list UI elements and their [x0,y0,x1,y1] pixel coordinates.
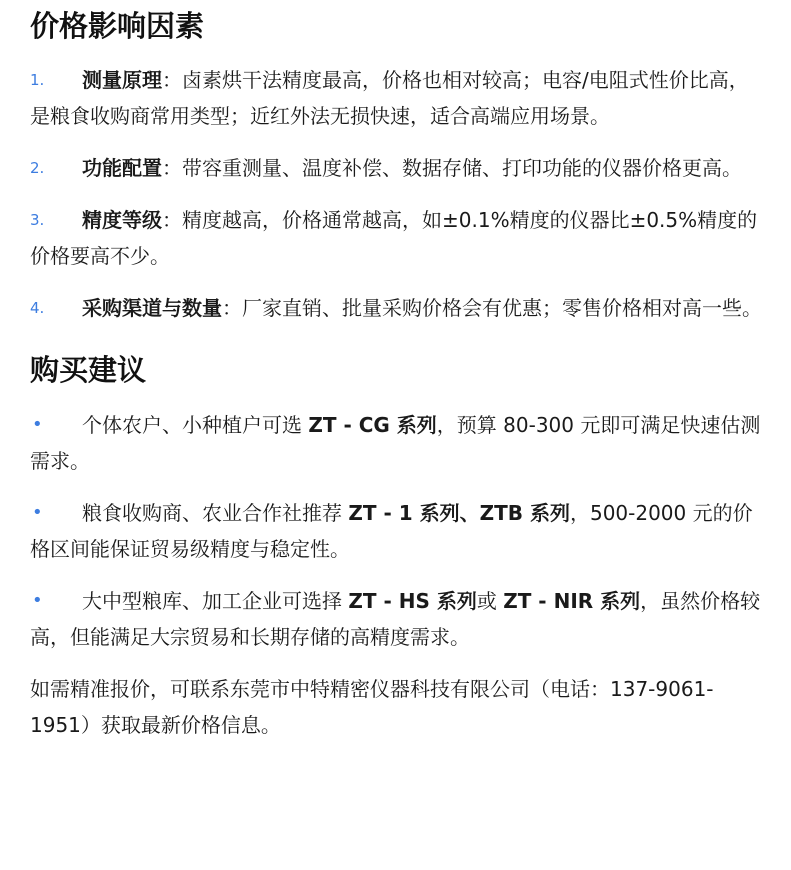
advice-text: 大中型粮库、加工企业可选择 [82,588,349,613]
factor-term: 精度等级 [82,208,162,233]
list-number: 4. [30,299,45,318]
factor-term: 功能配置 [82,156,162,181]
list-item [30,202,763,274]
bullet-dot: • [32,413,43,435]
list-number: 2. [30,159,45,178]
factor-text: ：厂家直销、批量采购价格会有优惠；零售价格相对高一些。 [222,296,762,321]
advice-text: ，500-2000 元的价格区间能保证贸易级精度与稳定性。 [30,500,753,561]
list-item [30,290,763,326]
advice-text: ，预算 80-300 元即可满足快速估测需求。 [30,412,761,473]
advice-list [30,407,763,655]
product-series: ZT - 1 系列、ZTB 系列 [348,500,570,525]
bullet-dot: • [32,501,43,523]
factor-text: ：带容重测量、温度补偿、数据存储、打印功能的仪器价格更高。 [162,156,742,181]
list-number: 3. [30,211,45,230]
section-title-advice: 购买建议 [30,353,147,388]
factors-list [30,62,763,326]
factor-term: 采购渠道与数量 [82,296,222,321]
list-item [30,407,763,479]
advice-text: 个体农户、小种植户可选 [82,412,309,437]
list-item [30,150,763,186]
factor-text: ：精度越高，价格通常越高，如±0.1%精度的仪器比±0.5%精度的价格要高不少。 [30,208,758,269]
factor-text: ：卤素烘干法精度最高，价格也相对较高；电容/电阻式性价比高，是粮食收购商常用类型；近红外法无损快速，适合高端应用场景。 [30,68,749,129]
product-series: ZT - HS 系列 [348,588,477,613]
advice-text: 或 [476,588,504,613]
section-title-factors: 价格影响因素 [30,9,205,43]
advice-text: ，虽然价格较高，但能满足大宗贸易和长期存储的高精度需求。 [30,588,761,649]
product-series: ZT - NIR 系列 [503,588,641,613]
advice-text: 粮食收购商、农业合作社推荐 [82,500,349,525]
list-number: 1. [30,71,45,90]
closing-paragraph: 如需精准报价，可联系东莞市中特精密仪器科技有限公司（电话：137-9061-1951）获取最新价格信息。 [30,676,714,737]
bullet-dot: • [32,589,43,611]
list-item [30,495,763,567]
list-item [30,583,763,655]
list-item [30,62,763,134]
factor-term: 测量原理 [82,68,162,93]
product-series: ZT - CG 系列 [308,412,437,437]
